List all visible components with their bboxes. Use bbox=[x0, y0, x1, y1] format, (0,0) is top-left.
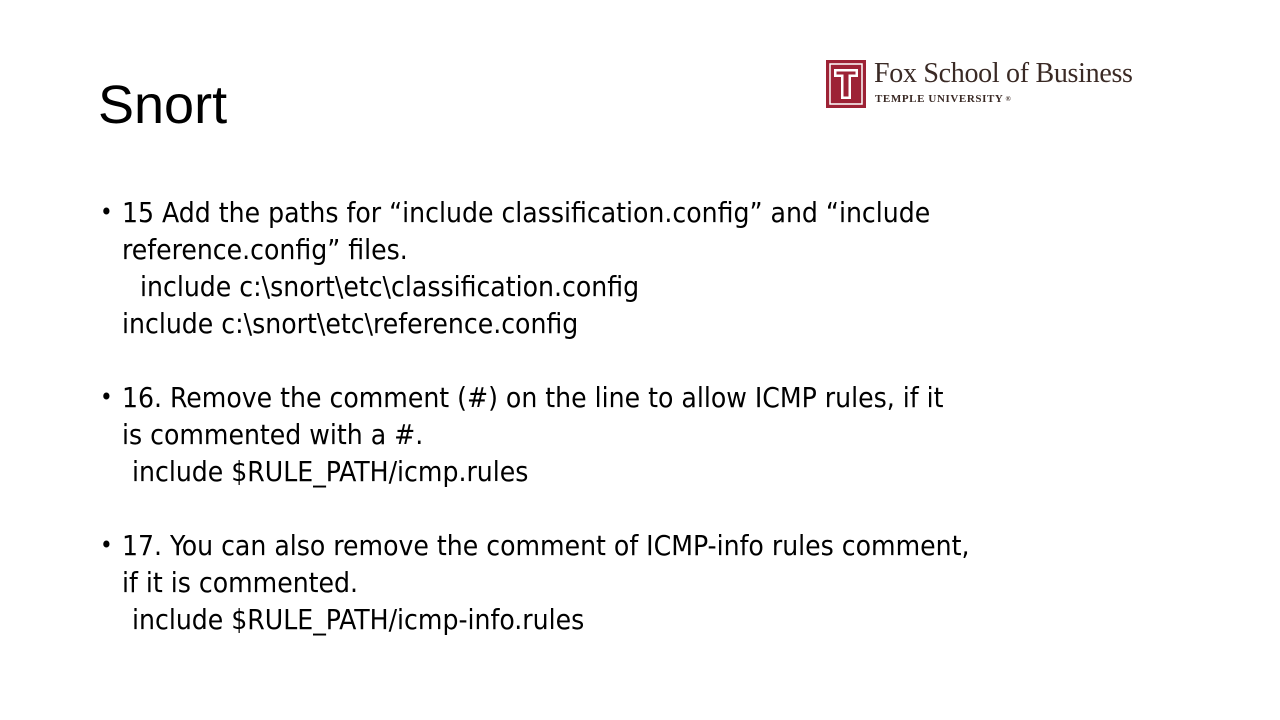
config-line: include $RULE_PATH/icmp.rules bbox=[132, 455, 529, 488]
item-text-line: 17. You can also remove the comment of ICMP-info rules comment, bbox=[122, 529, 970, 562]
slide-body bbox=[100, 194, 1250, 638]
fox-school-logo bbox=[826, 60, 1176, 110]
bullet-marker: • bbox=[100, 383, 113, 411]
list-item bbox=[100, 194, 1250, 342]
item-text-line: if it is commented. bbox=[122, 566, 359, 599]
logo-school-name: Fox School of Business bbox=[874, 58, 1133, 89]
config-line: include $RULE_PATH/icmp-info.rules bbox=[132, 603, 585, 636]
temple-t-logo-icon bbox=[826, 60, 866, 108]
config-line: include c:\snort\etc\classification.config bbox=[140, 270, 640, 303]
list-item bbox=[100, 379, 1250, 490]
slide-title: Snort bbox=[98, 75, 228, 135]
config-line: include c:\snort\etc\reference.config bbox=[122, 307, 579, 340]
item-text-line: is commented with a #. bbox=[122, 418, 424, 451]
bullet-marker: • bbox=[100, 198, 113, 226]
logo-university-name: TEMPLE UNIVERSITY ® bbox=[875, 93, 1012, 105]
bullet-marker: • bbox=[100, 531, 113, 559]
item-text-line: reference.config” files. bbox=[122, 233, 408, 266]
list-item bbox=[100, 527, 1250, 638]
item-text-line: 16. Remove the comment (#) on the line to allow ICMP rules, if it bbox=[122, 381, 944, 414]
item-text-line: 15 Add the paths for “include classification.config” and “include bbox=[122, 196, 931, 229]
